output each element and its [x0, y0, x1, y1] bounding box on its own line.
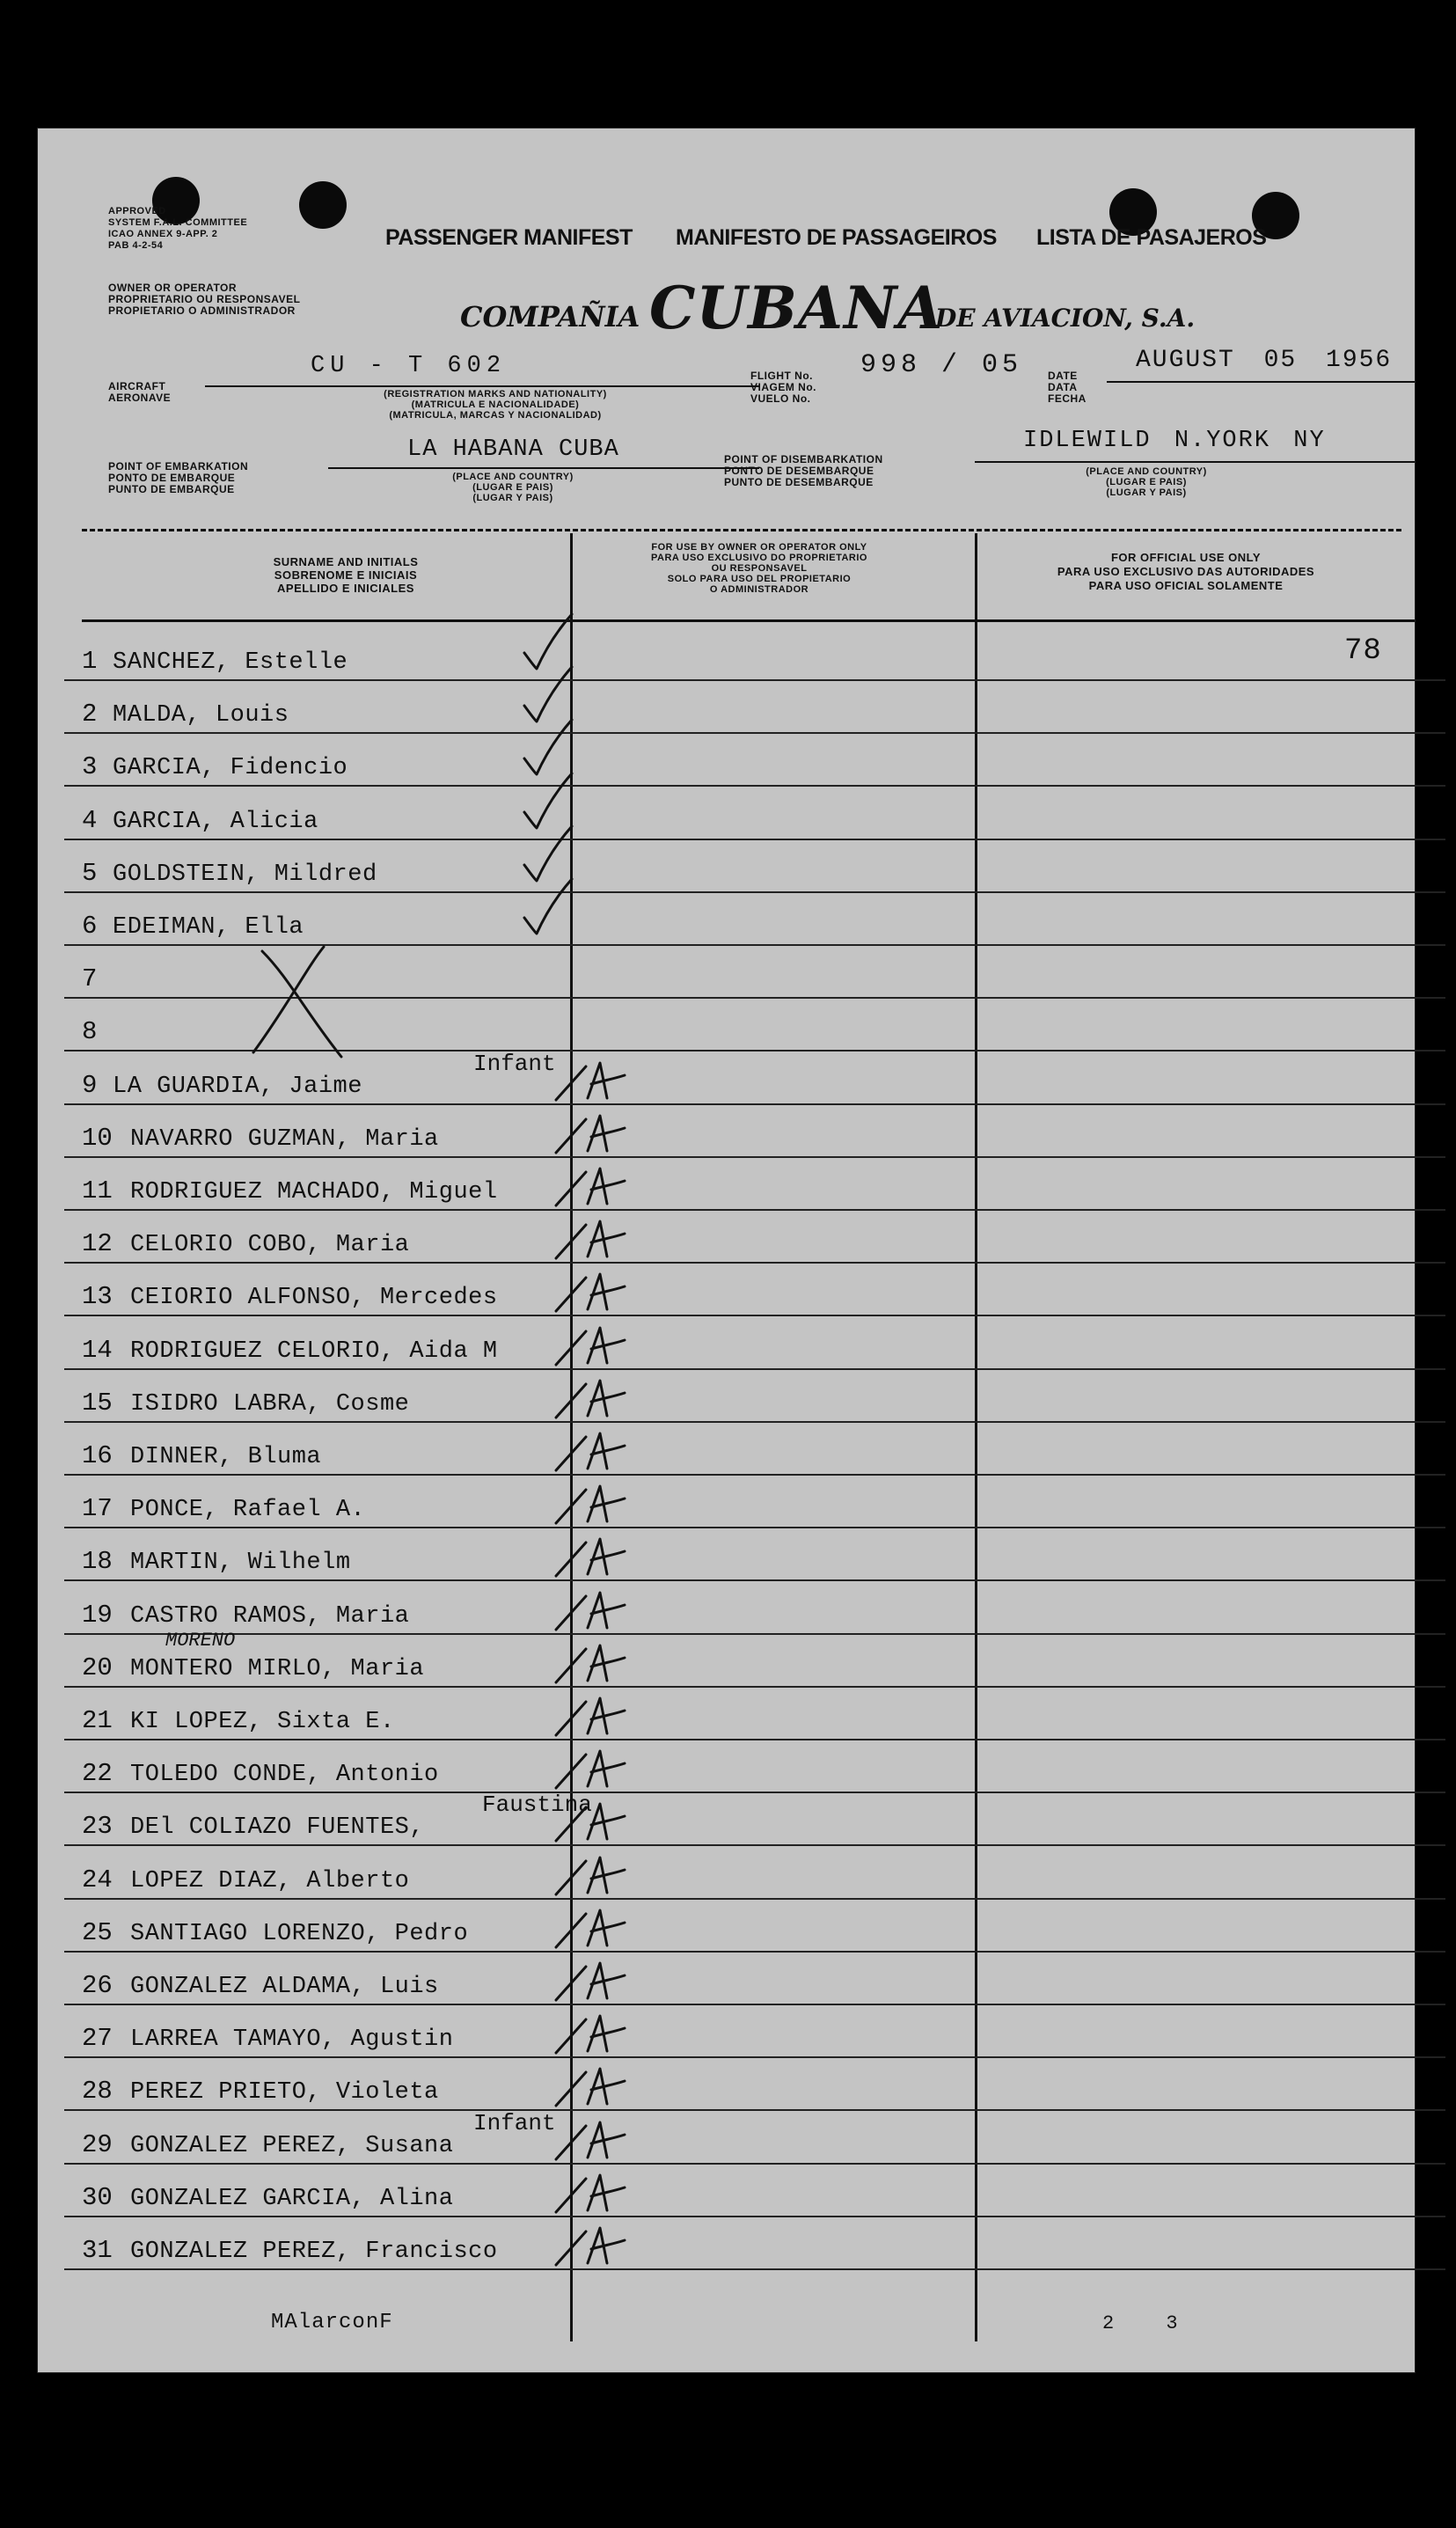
passenger-row: [38, 1105, 1415, 1158]
initial-a-mark-icon: [552, 1795, 632, 1848]
title-pt: MANIFESTO DE PASSAGEIROS: [676, 225, 997, 250]
passenger-row: [38, 1629, 1415, 1688]
check-mark-icon: [517, 876, 579, 946]
initial-a-mark-icon: [552, 1160, 632, 1213]
passenger-row: [38, 1953, 1415, 2005]
passenger-number: 12: [82, 1229, 113, 1259]
passenger-name: MARTIN, Wilhelm: [130, 1550, 351, 1577]
passenger-number: 10: [82, 1123, 113, 1153]
passenger-number: 18: [82, 1547, 113, 1577]
date-value: AUGUST 05 1956: [1136, 347, 1393, 374]
passenger-name: CELORIO COBO, Maria: [130, 1232, 410, 1259]
passenger-number: 20: [82, 1652, 113, 1682]
initial-a-mark-icon: [552, 1849, 632, 1901]
strike-x: [236, 942, 359, 1066]
passenger-name: KI LOPEZ, Sixta E.: [130, 1709, 395, 1735]
passenger-row: [38, 2109, 1415, 2165]
passenger-name: CASTRO RAMOS, Maria: [130, 1602, 410, 1630]
passenger-number: 4: [82, 805, 98, 835]
initial-a-mark-icon: [552, 1425, 632, 1477]
passenger-number: 19: [82, 1600, 113, 1630]
initial-a-mark-icon: [552, 1054, 632, 1107]
passenger-name: PONCE, Rafael A.: [130, 1497, 366, 1524]
passenger-row: [38, 840, 1415, 893]
aircraft-value: CU - T 602: [311, 353, 507, 379]
passenger-note: Faustina: [482, 1792, 592, 1819]
passenger-name: GONZALEZ PEREZ, Susana: [130, 2132, 454, 2159]
punch-hole: [299, 181, 347, 229]
initial-a-mark-icon: [552, 2219, 632, 2272]
passenger-number: 22: [82, 1759, 113, 1789]
initial-a-mark-icon: [552, 1742, 632, 1795]
disembarkation-value: IDLEWILD N.YORK NY: [1023, 428, 1326, 454]
footer-left: MAlarconF: [271, 2311, 393, 2334]
date-label: DATE DATA FECHA: [1048, 370, 1087, 405]
passenger-row: [38, 1847, 1415, 1900]
passenger-number: 14: [82, 1335, 113, 1365]
passenger-list: [38, 628, 1415, 2379]
passenger-name: DINNER, Bluma: [130, 1444, 322, 1470]
passenger-row: [38, 628, 1415, 681]
manifest-sheet: [37, 128, 1416, 2373]
initial-a-mark-icon: [552, 2060, 632, 2113]
title-es: LISTA DE PASAJEROS: [1036, 225, 1267, 250]
passenger-number: 3: [82, 752, 98, 782]
passenger-name: RODRIGUEZ CELORIO, Aida M: [130, 1337, 498, 1365]
passenger-number: 30: [82, 2182, 113, 2212]
passenger-row: [38, 1370, 1415, 1423]
passenger-name: SANCHEZ, Estelle: [113, 649, 348, 676]
passenger-row: [38, 2005, 1415, 2058]
passenger-name: PEREZ PRIETO, Violeta: [130, 2079, 439, 2107]
passenger-name: CEIORIO ALFONSO, Mercedes: [130, 1285, 498, 1312]
passenger-row: [38, 1264, 1415, 1316]
passenger-row: [38, 1900, 1415, 1953]
passenger-number: 9: [82, 1070, 98, 1100]
passenger-name: GARCIA, Fidencio: [113, 755, 348, 782]
initial-a-mark-icon: [552, 2114, 632, 2166]
title-en: PASSENGER MANIFEST: [385, 225, 633, 250]
col-header-owner: FOR USE BY OWNER OR OPERATOR ONLY PARA USO EXCLUSIVO DO PROPRIETARIO OU RESPONSAVEL SOLO PARA USO DEL PROPIETARIO O ADMINISTRADOR: [651, 542, 867, 595]
passenger-number: 31: [82, 2236, 113, 2265]
passenger-number: 11: [82, 1176, 113, 1205]
passenger-name: MALDA, Louis: [113, 702, 289, 729]
passenger-row: [38, 681, 1415, 734]
official-number: 78: [1344, 634, 1382, 668]
owner-label: OWNER OR OPERATOR PROPRIETARIO OU RESPONSAVEL PROPIETARIO O ADMINISTRADOR: [108, 282, 301, 317]
passenger-number: 2: [82, 700, 98, 729]
passenger-name: GOLDSTEIN, Mildred: [113, 861, 377, 888]
approval-block: APPROVED SYSTEM F.A.L. COMMITTEE ICAO ANNEX 9-APP. 2 PAB 4-2-54: [108, 206, 248, 251]
passenger-number: 29: [82, 2129, 113, 2159]
passenger-row: [38, 1158, 1415, 1211]
header-bottom-line: [82, 619, 1415, 622]
col-header-name: SURNAME AND INITIALS SOBRENOME E INICIAIS APELLIDO E INICIALES: [273, 555, 419, 595]
passenger-number: 8: [82, 1017, 98, 1047]
passenger-row: [38, 1423, 1415, 1476]
flight-value: 998 / 05: [860, 350, 1023, 380]
initial-a-mark-icon: [552, 1584, 632, 1637]
initial-a-mark-icon: [552, 1372, 632, 1425]
header-dashed-line: [82, 529, 1401, 531]
passenger-row: [38, 1317, 1415, 1370]
passenger-row: [38, 893, 1415, 946]
passenger-name: LA GUARDIA, Jaime: [113, 1073, 362, 1100]
passenger-row: [38, 1793, 1415, 1846]
passenger-note: MORENO: [165, 1629, 236, 1652]
initial-a-mark-icon: [552, 1530, 632, 1583]
passenger-number: 13: [82, 1282, 113, 1312]
initial-a-mark-icon: [552, 1265, 632, 1318]
passenger-number: 5: [82, 858, 98, 888]
initial-a-mark-icon: [552, 1637, 632, 1689]
passenger-row: [38, 1688, 1415, 1740]
initial-a-mark-icon: [552, 1107, 632, 1160]
company-main: CUBANA: [649, 274, 944, 342]
passenger-name: GONZALEZ GARCIA, Alina: [130, 2185, 454, 2212]
passenger-row: [38, 2058, 1415, 2111]
disembarkation-underline: [975, 461, 1415, 463]
aircraft-sublabel: (REGISTRATION MARKS AND NATIONALITY) (MATRICULA E NACIONALIDADE) (MATRICULA, MARCAS Y NACIONALIDAD): [384, 389, 607, 421]
passenger-number: 1: [82, 647, 98, 676]
initial-a-mark-icon: [552, 1954, 632, 2007]
initial-a-mark-icon: [552, 1319, 632, 1372]
passenger-number: 24: [82, 1865, 113, 1894]
passenger-number: 17: [82, 1494, 113, 1524]
passenger-number: 25: [82, 1917, 113, 1947]
passenger-name: EDEIMAN, Ella: [113, 914, 304, 941]
passenger-number: 23: [82, 1812, 113, 1842]
company-name: [460, 274, 1252, 342]
passenger-name: SANTIAGO LORENZO, Pedro: [130, 1920, 469, 1947]
embarkation-underline: [328, 467, 759, 469]
passenger-name: MONTERO MIRLO, Maria: [130, 1655, 425, 1682]
disembarkation-sublabel: (PLACE AND COUNTRY) (LUGAR E PAIS) (LUGAR Y PAIS): [1086, 466, 1207, 498]
passenger-number: 7: [82, 964, 98, 994]
passenger-row: [38, 1582, 1415, 1635]
initial-a-mark-icon: [552, 2007, 632, 2060]
passenger-name: DEl COLIAZO FUENTES,: [130, 1814, 425, 1842]
passenger-name: GONZALEZ ALDAMA, Luis: [130, 1974, 439, 2000]
passenger-number: 21: [82, 1706, 113, 1735]
company-suffix: DE AVIACION, S.A.: [935, 304, 1196, 333]
passenger-note: Infant: [473, 2109, 556, 2136]
col-header-official: FOR OFFICIAL USE ONLY PARA USO EXCLUSIVO DAS AUTORIDADES PARA USO OFICIAL SOLAMENTE: [1057, 551, 1315, 592]
initial-a-mark-icon: [552, 1689, 632, 1742]
date-underline: [1107, 381, 1415, 383]
passenger-row: [38, 788, 1415, 840]
row-rule: [64, 2268, 1445, 2270]
passenger-name: LOPEZ DIAZ, Alberto: [130, 1867, 410, 1894]
passenger-row: [38, 1476, 1415, 1528]
initial-a-mark-icon: [552, 1901, 632, 1954]
passenger-name: RODRIGUEZ MACHADO, Miguel: [130, 1179, 498, 1205]
initial-a-mark-icon: [552, 2166, 632, 2219]
embarkation-label: POINT OF EMBARKATION PONTO DE EMBARQUE PUNTO DE EMBARQUE: [108, 460, 249, 495]
disembarkation-label: POINT OF DISEMBARKATION PONTO DE DESEMBARQUE PUNTO DE DESEMBARQUE: [724, 453, 883, 488]
passenger-note: Infant: [473, 1050, 556, 1077]
passenger-name: GONZALEZ PEREZ, Francisco: [130, 2239, 498, 2265]
company-prefix: COMPAÑIA: [460, 300, 640, 333]
footer-right: 2 3: [1102, 2312, 1179, 2334]
passenger-row: [38, 2217, 1415, 2270]
embarkation-value: LA HABANA CUBA: [407, 436, 619, 463]
passenger-row: [38, 2165, 1415, 2217]
initial-a-mark-icon: [552, 1213, 632, 1265]
passenger-row: [38, 1528, 1415, 1581]
passenger-number: 6: [82, 912, 98, 941]
passenger-row: [38, 1211, 1415, 1264]
passenger-number: 27: [82, 2024, 113, 2054]
passenger-number: 28: [82, 2077, 113, 2107]
passenger-number: 16: [82, 1441, 113, 1470]
aircraft-label: AIRCRAFT AERONAVE: [108, 380, 172, 404]
passenger-name: TOLEDO CONDE, Antonio: [130, 1762, 439, 1789]
initial-a-mark-icon: [552, 1477, 632, 1530]
passenger-name: LARREA TAMAYO, Agustin: [130, 2026, 454, 2054]
passenger-name: NAVARRO GUZMAN, Maria: [130, 1125, 439, 1153]
aircraft-underline: [205, 385, 759, 387]
passenger-row: [38, 734, 1415, 787]
passenger-number: 26: [82, 1971, 113, 2000]
embarkation-sublabel: (PLACE AND COUNTRY) (LUGAR E PAIS) (LUGAR Y PAIS): [452, 472, 574, 503]
flight-label: FLIGHT No. VIAGEM No. VUELO No.: [750, 370, 817, 405]
passenger-number: 15: [82, 1388, 113, 1418]
passenger-name: ISIDRO LABRA, Cosme: [130, 1390, 410, 1418]
passenger-row: [38, 1740, 1415, 1793]
passenger-name: GARCIA, Alicia: [113, 808, 318, 835]
